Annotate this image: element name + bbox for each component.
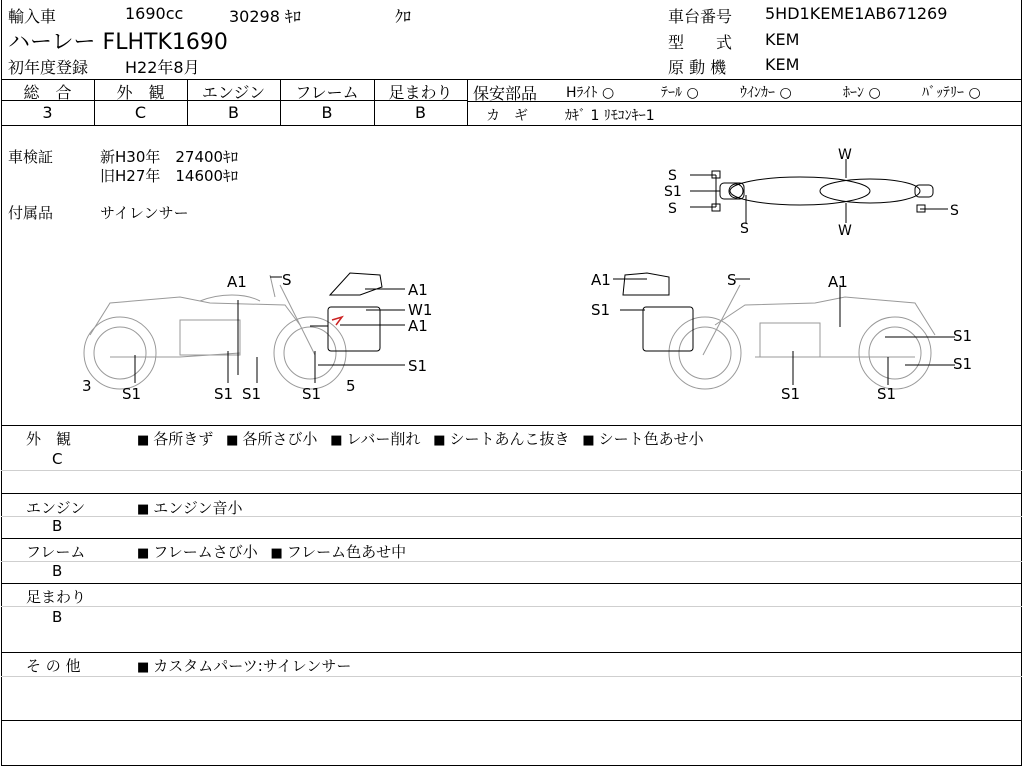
note-item: フレームさび小 [153,543,258,561]
first-reg-label: 初年度登録 [8,58,89,77]
safety-mark: ○ [686,85,699,101]
accessories-label: 付属品 [8,204,54,222]
chassis-value: 5HD1KEME1AB671269 [765,4,948,23]
left-saddlebag [328,307,380,351]
note-category-suspension: 足まわり [26,588,87,606]
note-item: 各所さび小 [242,430,318,448]
grade-value-frame: B [321,103,333,122]
top-view-diagram [660,145,980,240]
displacement: 1690cc [125,4,184,23]
right-mark: S1 [953,327,973,345]
note-item: カスタムパーツ:サイレンサー [153,657,352,675]
first-reg-value: H22年8月 [125,58,200,77]
model-name: ハーレー FLHTK1690 [8,30,228,55]
grade-header-engine: エンジン [201,83,266,102]
inspection-label: 車検証 [8,148,54,166]
note-items-other: ■ カスタムパーツ:サイレンサー [137,657,352,675]
grade-header-exterior: 外 観 [116,83,165,102]
note-item: 各所きず [153,430,214,448]
note-items-engine: ■ エンジン音小 [137,499,243,517]
inspection-old: 旧H27年 14600ｷﾛ [100,167,239,185]
safety-label: 保安部品 [473,84,538,103]
note-item: フレーム色あせ中 [286,543,407,561]
safety-mark: ○ [868,85,881,101]
safety-mark: ○ [968,85,981,101]
top-mark: W [838,147,852,163]
inspection-new: 新H30年 27400ｷﾛ [100,148,239,166]
chassis-label: 車台番号 [668,7,733,26]
left-tank [200,295,260,301]
note-category-other: そ の 他 [26,657,81,675]
right-mark: S1 [953,355,973,373]
safety-item-battery: ﾊﾞｯﾃﾘｰ ○ [922,85,981,101]
left-engine [180,320,240,355]
right-mark: S1 [781,385,801,403]
right-mark: A1 [591,271,611,289]
note-grade-engine: B [52,517,63,535]
top-view-body [730,177,870,205]
left-mark: A1 [408,317,428,335]
left-mark: S1 [122,385,142,403]
mileage: 30298 ｷﾛ [229,7,301,26]
right-mark: S1 [591,301,611,319]
top-mark: S [668,201,677,217]
notes-row-divider [1,583,1022,584]
notes-bottom-line [1,720,1022,721]
left-mark: S1 [408,357,428,375]
engine-value: KEM [765,55,800,74]
note-items-frame: ■ フレームさび小 ■ フレーム色あせ中 [137,543,407,561]
grade-value-exterior: C [134,103,147,122]
right-mark: S [727,271,737,289]
right-windscreen [623,273,669,295]
note-category-frame: フレーム [26,543,86,561]
safety-item-headlight: Hﾗｲﾄ ○ [566,85,615,101]
top-mark: S [950,203,959,219]
left-mark: A1 [408,281,428,299]
safety-mark: ○ [779,85,792,101]
grade-header-frame: フレーム [295,83,359,102]
note-item: エンジン音小 [153,499,243,517]
ruled-line [1,606,1022,607]
left-mark: W1 [408,301,433,319]
engine-label: 原 動 機 [668,58,727,77]
ruled-line [1,470,1022,471]
left-body-outline [90,297,300,335]
import-label: 輸入車 [8,7,57,26]
type-label: 型 式 [668,33,733,52]
note-grade-exterior: C [52,450,63,468]
safety-item-winker: ｳｲﾝｶｰ ○ [740,85,792,101]
left-mark: S1 [214,385,234,403]
right-engine [760,323,820,357]
left-mark: S1 [242,385,262,403]
left-windscreen [330,273,382,295]
right-rear-wheel [859,317,931,389]
left-mark: 3 [82,377,92,395]
right-body-outline [715,297,935,335]
top-view-gauge [729,184,743,198]
safety-item-tail: ﾃｰﾙ ○ [661,85,699,101]
left-mark: A1 [227,273,247,291]
grade-header-suspension: 足まわり [388,83,453,102]
notes-row-divider [1,493,1022,494]
notes-top-line [1,425,1022,426]
grade-value-engine: B [228,103,239,122]
note-category-engine: エンジン [26,499,86,517]
grade-divider [467,79,468,125]
note-item: シートあんこ抜き [449,430,570,448]
top-mark: S [668,168,677,184]
red-mark [332,317,342,325]
ruled-line [1,676,1022,677]
right-mark: A1 [828,273,848,291]
left-side-diagram [70,265,450,410]
key-value: ｶｷﾞ 1 ﾘﾓｺﾝｷｰ1 [565,108,655,124]
note-category-exterior: 外 観 [26,430,72,448]
grade-value-overall: 3 [42,103,53,122]
note-grade-frame: B [52,562,63,580]
note-item: レバー削れ [346,430,421,448]
left-mark: 5 [346,377,356,395]
accessories-value: サイレンサー [100,204,189,222]
safety-item-horn: ﾎｰﾝ ○ [843,85,881,101]
notes-row-divider [1,652,1022,653]
notes-row-divider [1,538,1022,539]
top-mark: S1 [664,184,682,200]
right-mark: S1 [877,385,897,403]
type-value: KEM [765,30,800,49]
grade-value-suspension: B [415,103,426,122]
right-side-diagram [585,265,985,410]
grade-header-overall: 総 合 [23,83,72,102]
note-item: シート色あせ小 [598,430,704,448]
left-front-wheel [274,317,346,389]
right-front-wheel [669,317,741,389]
top-mark: W [838,223,852,239]
key-label: カ ギ [486,108,528,124]
color-value: ｸﾛ [395,7,412,26]
right-saddlebag [643,307,693,351]
grade-table-bottom [1,125,1022,126]
left-mark: S [282,271,292,289]
left-mark: S1 [302,385,322,403]
note-items-exterior: ■ 各所きず ■ 各所さび小 ■ レバー削れ ■ シートあんこ抜き ■ シート色あせ小 [137,430,704,448]
note-grade-suspension: B [52,608,63,626]
top-mark: S [740,221,749,237]
safety-mark: ○ [601,85,615,101]
